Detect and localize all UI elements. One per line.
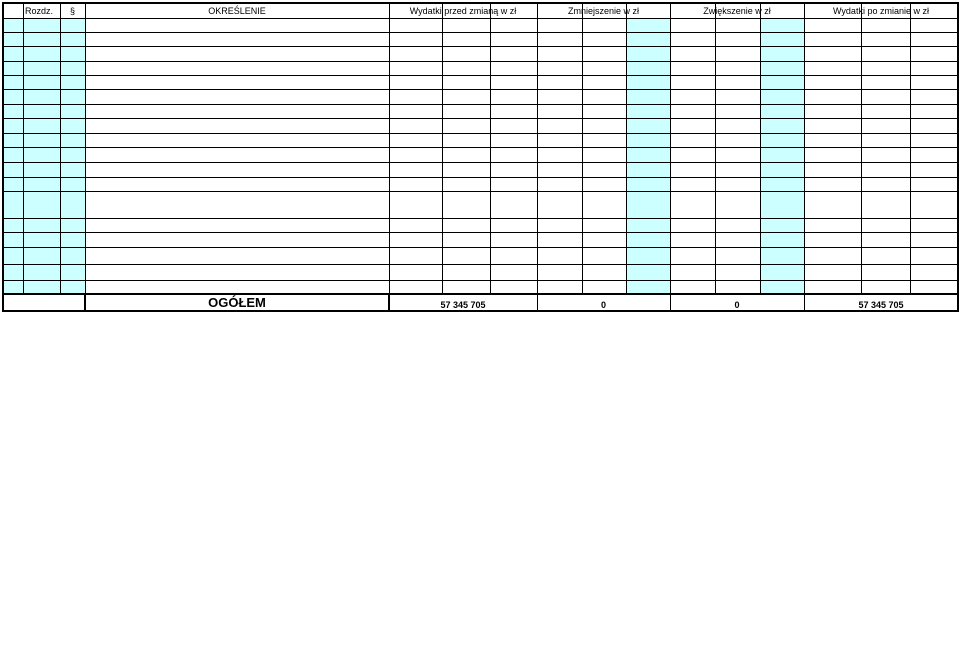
table-row [3,264,958,281]
header-zmniejszenie: Zmniejszenie w zł [567,6,640,16]
table-row [3,147,958,163]
header-paragraf: § [69,6,75,16]
grid-line-vertical [85,3,86,294]
table-border-right [957,2,959,312]
grid-line-vertical [715,3,716,294]
table-row [3,46,958,62]
total-row-border-top [2,293,959,295]
table-row [3,18,958,33]
table-row [3,89,958,105]
table-row [3,177,958,192]
header-okreslenie: OKREŚLENIE [208,6,266,16]
header-rozdz: Rozdz. [25,6,54,16]
table-row [3,218,958,233]
total-wydatki-po: 57 345 705 [858,300,904,310]
grid-line-vertical [23,3,24,294]
total-zmniejszenie: 0 [600,300,606,310]
total-zwiekszenie: 0 [734,300,740,310]
table-row [3,75,958,90]
table-row [3,133,958,148]
table-row [3,162,958,178]
grid-line-vertical [60,3,61,294]
total-wydatki-przed: 57 345 705 [440,300,486,310]
table-row [3,191,958,219]
grid-line-vertical [910,3,911,294]
table-border-top [2,2,959,4]
table-row [3,232,958,248]
table-row [3,61,958,76]
header-wydatki-przed: Wydatki przed zmianą w zł [409,6,517,16]
grid-line-vertical [442,3,443,294]
header-zwiekszenie: Zwiększenie w zł [703,6,771,16]
grid-line-vertical [760,3,761,294]
grid-line-vertical [537,3,538,294]
table-row [3,104,958,119]
grid-line-vertical [804,3,805,294]
table-row [3,118,958,134]
table-border-left [2,2,4,312]
grid-line-vertical [670,3,671,294]
table-row [3,247,958,265]
grid-line-vertical [490,3,491,294]
table-row [3,32,958,47]
total-label: OGÓŁEM [208,295,266,310]
grid-line-vertical [861,3,862,294]
grid-line-vertical [389,3,390,294]
grid-line-vertical [626,3,627,294]
grid-line-vertical [582,3,583,294]
header-wydatki-po: Wydatki po zmianie w zł [833,6,929,16]
